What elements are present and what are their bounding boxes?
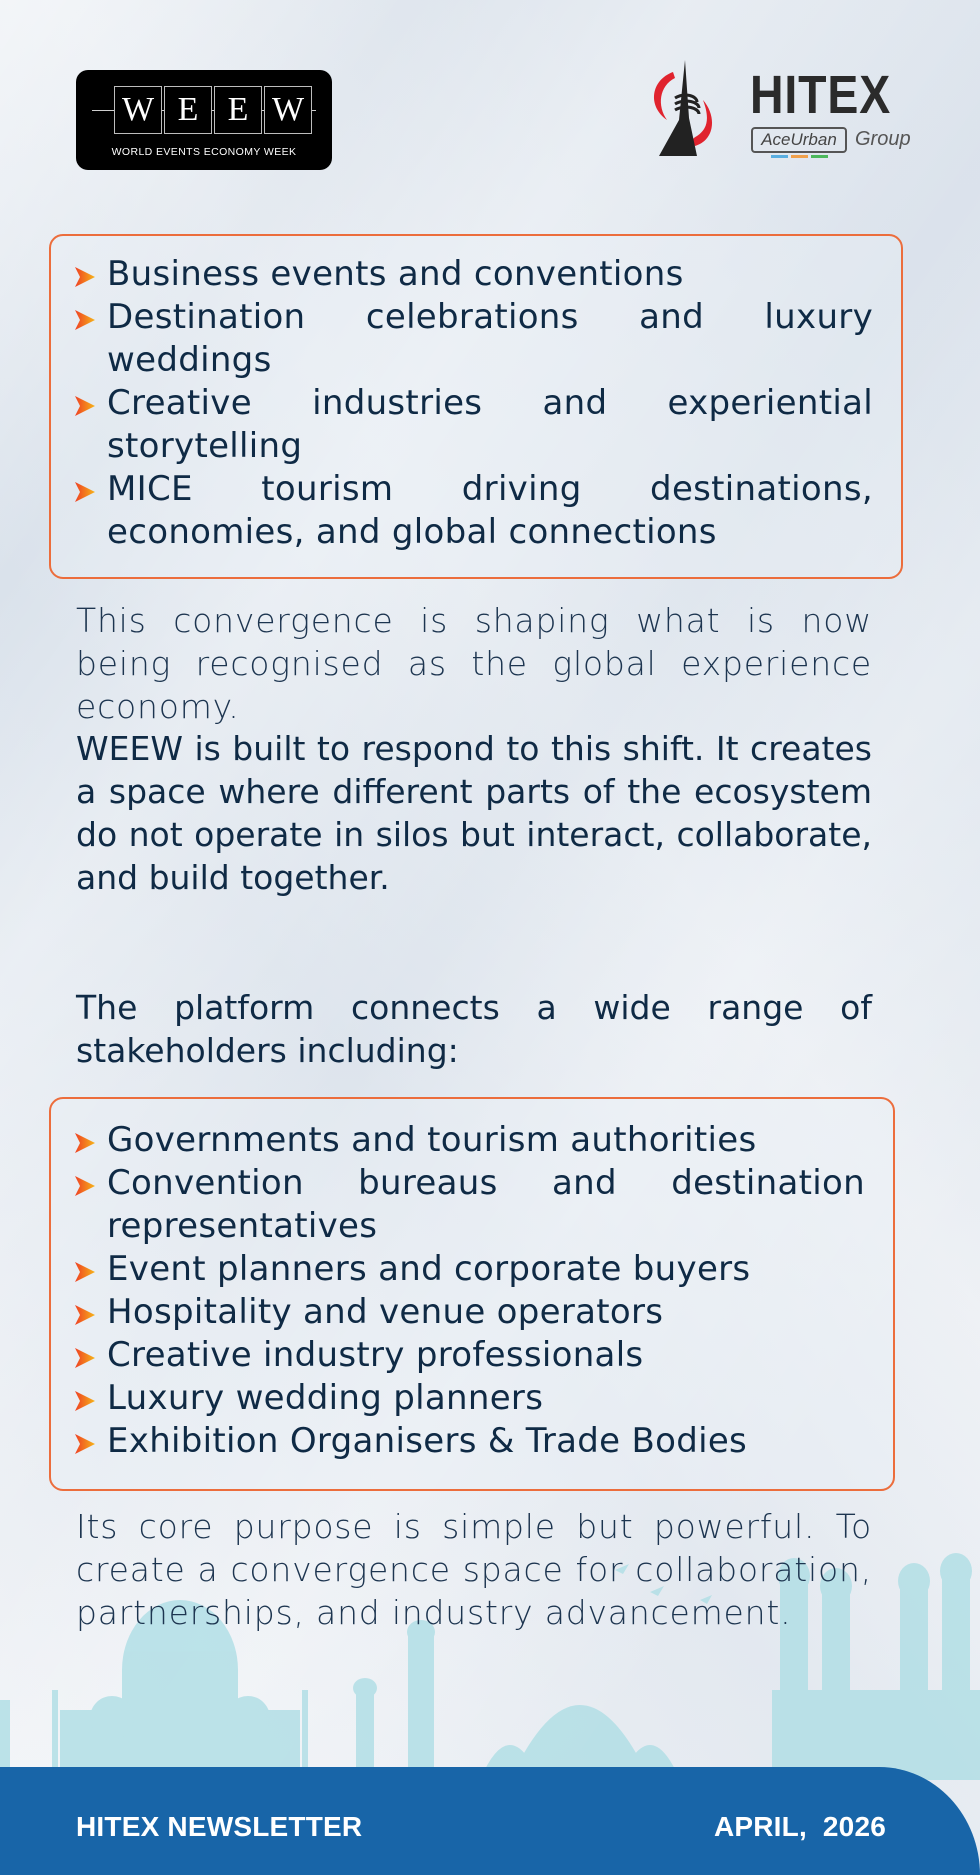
list-item: Hospitality and venue operators <box>107 1291 865 1334</box>
focus-areas-list <box>107 253 873 554</box>
list-item: Creative industries and experiential storytelling <box>107 382 873 468</box>
list-item: Event planners and corporate buyers <box>107 1248 865 1291</box>
orange-arrow-icon <box>73 1432 97 1456</box>
list-item: Destination celebrations and luxury weddings <box>107 296 873 382</box>
hitex-logo <box>645 58 925 168</box>
weew-letter: W <box>114 86 162 134</box>
list-item: Business events and conventions <box>107 253 873 296</box>
orange-arrow-icon <box>73 394 97 418</box>
orange-arrow-icon <box>73 265 97 289</box>
list-item: Convention bureaus and destination representatives <box>107 1162 865 1248</box>
weew-letter-row <box>92 84 316 134</box>
newsletter-title: HITEX NEWSLETTER <box>76 1811 363 1842</box>
list-item: MICE tourism driving destinations, economies, and global connections <box>107 468 873 554</box>
platform-intro-paragraph: The platform connects a wide range of stakeholders including: <box>76 988 872 1070</box>
weew-letter: W <box>264 86 312 134</box>
orange-arrow-icon <box>73 308 97 332</box>
weew-letter: E <box>164 86 212 134</box>
focus-areas-box <box>49 234 903 579</box>
orange-arrow-icon <box>73 1389 97 1413</box>
weew-response-paragraph: WEEW is built to respond to this shift. It creates a space where different parts of the ecosystem do not operate in silos but interact, collaborate, and build together. <box>76 729 872 897</box>
issue-date: APRIL, 2026 <box>713 1811 886 1842</box>
weew-letter: E <box>214 86 262 134</box>
stakeholders-box <box>49 1097 895 1491</box>
orange-arrow-icon <box>73 1303 97 1327</box>
list-item: Luxury wedding planners <box>107 1377 865 1420</box>
tower-swoosh-icon <box>645 58 735 158</box>
orange-arrow-icon <box>73 1131 97 1155</box>
orange-arrow-icon <box>73 480 97 504</box>
aceurban-color-bars <box>771 155 828 158</box>
core-purpose-paragraph: Its core purpose is simple but powerful. To create a convergence space for collaboration, partnerships, and industry advancement. <box>76 1507 872 1632</box>
list-item: Governments and tourism authorities <box>107 1119 865 1162</box>
weew-tagline: WORLD EVENTS ECONOMY WEEK <box>111 146 297 158</box>
aceurban-badge: AceUrban <box>751 127 847 153</box>
list-item: Creative industry professionals <box>107 1334 865 1377</box>
hitex-wordmark: HITEX <box>750 65 892 125</box>
group-label: Group <box>855 128 911 150</box>
orange-arrow-icon <box>73 1174 97 1198</box>
weew-logo <box>76 70 332 170</box>
orange-arrow-icon <box>73 1260 97 1284</box>
list-item: Exhibition Organisers & Trade Bodies <box>107 1420 865 1463</box>
convergence-paragraph: This convergence is shaping what is now being recognised as the global experience economy. <box>76 601 872 726</box>
orange-arrow-icon <box>73 1346 97 1370</box>
footer-bar <box>0 1767 980 1875</box>
stakeholders-list <box>107 1119 865 1463</box>
